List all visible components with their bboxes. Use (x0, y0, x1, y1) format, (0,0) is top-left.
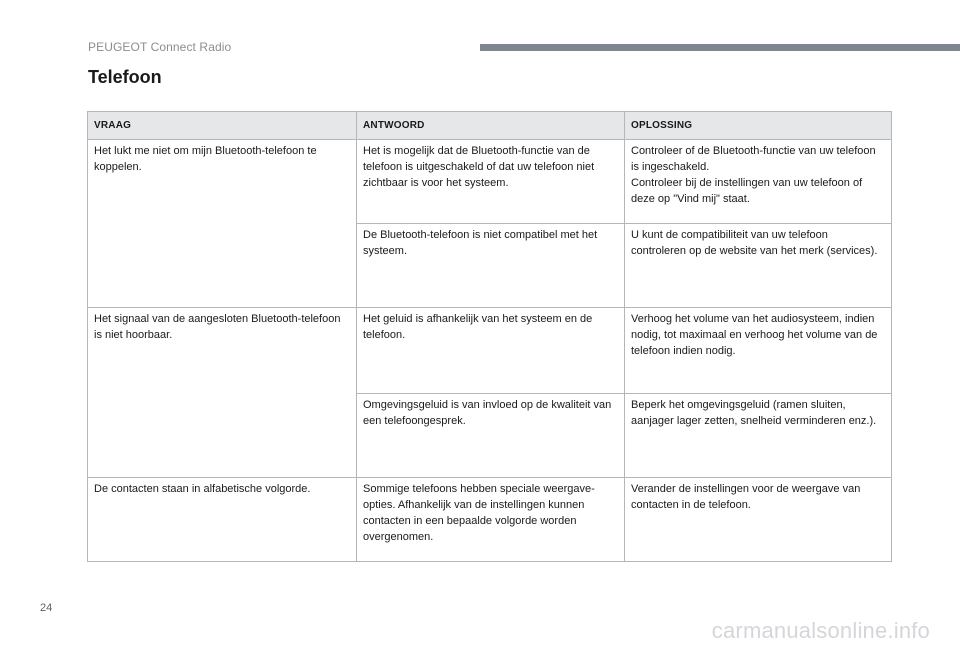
solution-cell: Verander de instellingen voor de weergave van contacten in de telefoon. (625, 478, 892, 562)
header-title: PEUGEOT Connect Radio (88, 40, 232, 54)
question-cell: Het signaal van de aangesloten Bluetooth-telefoon is niet hoorbaar. (88, 308, 357, 478)
question-cell: Het lukt me niet om mijn Bluetooth-telefoon te koppelen. (88, 140, 357, 308)
watermark: carmanualsonline.info (711, 618, 930, 643)
table-row (88, 140, 892, 224)
question-cell: De contacten staan in alfabetische volgorde. (88, 478, 357, 562)
header-bar (480, 44, 960, 51)
solution-cell: U kunt de compatibiliteit van uw telefoon controleren op de website van het merk (services). (625, 224, 892, 308)
answer-cell: Het geluid is afhankelijk van het systeem en de telefoon. (357, 308, 625, 394)
table-row (88, 478, 892, 562)
solution-cell: Controleer of de Bluetooth-functie van uw telefoon is ingeschakeld. Controleer bij de instellingen van uw telefoon of deze op "Vind mij" staat. (625, 140, 892, 224)
page-title: Telefoon (88, 67, 162, 87)
faq-table (87, 111, 892, 562)
solution-cell: Beperk het omgevingsgeluid (ramen sluiten, aanjager lager zetten, snelheid verminderen enz.). (625, 394, 892, 478)
table-header-row (88, 112, 892, 140)
answer-cell: Omgevingsgeluid is van invloed op de kwaliteit van een telefoongesprek. (357, 394, 625, 478)
column-header-answer: ANTWOORD (357, 112, 625, 140)
page-number: 24 (40, 602, 53, 614)
table-row (88, 308, 892, 394)
answer-cell: Het is mogelijk dat de Bluetooth-functie van de telefoon is uitgeschakeld of dat uw telefoon niet zichtbaar is voor het systeem. (357, 140, 625, 224)
answer-cell: De Bluetooth-telefoon is niet compatibel met het systeem. (357, 224, 625, 308)
answer-cell: Sommige telefoons hebben speciale weergave-opties. Afhankelijk van de instellingen kunnen contacten in een bepaalde volgorde worden overgenomen. (357, 478, 625, 562)
solution-cell: Verhoog het volume van het audiosysteem, indien nodig, tot maximaal en verhoog het volume van de telefoon indien nodig. (625, 308, 892, 394)
column-header-solution: OPLOSSING (625, 112, 892, 140)
column-header-question: VRAAG (88, 112, 357, 140)
